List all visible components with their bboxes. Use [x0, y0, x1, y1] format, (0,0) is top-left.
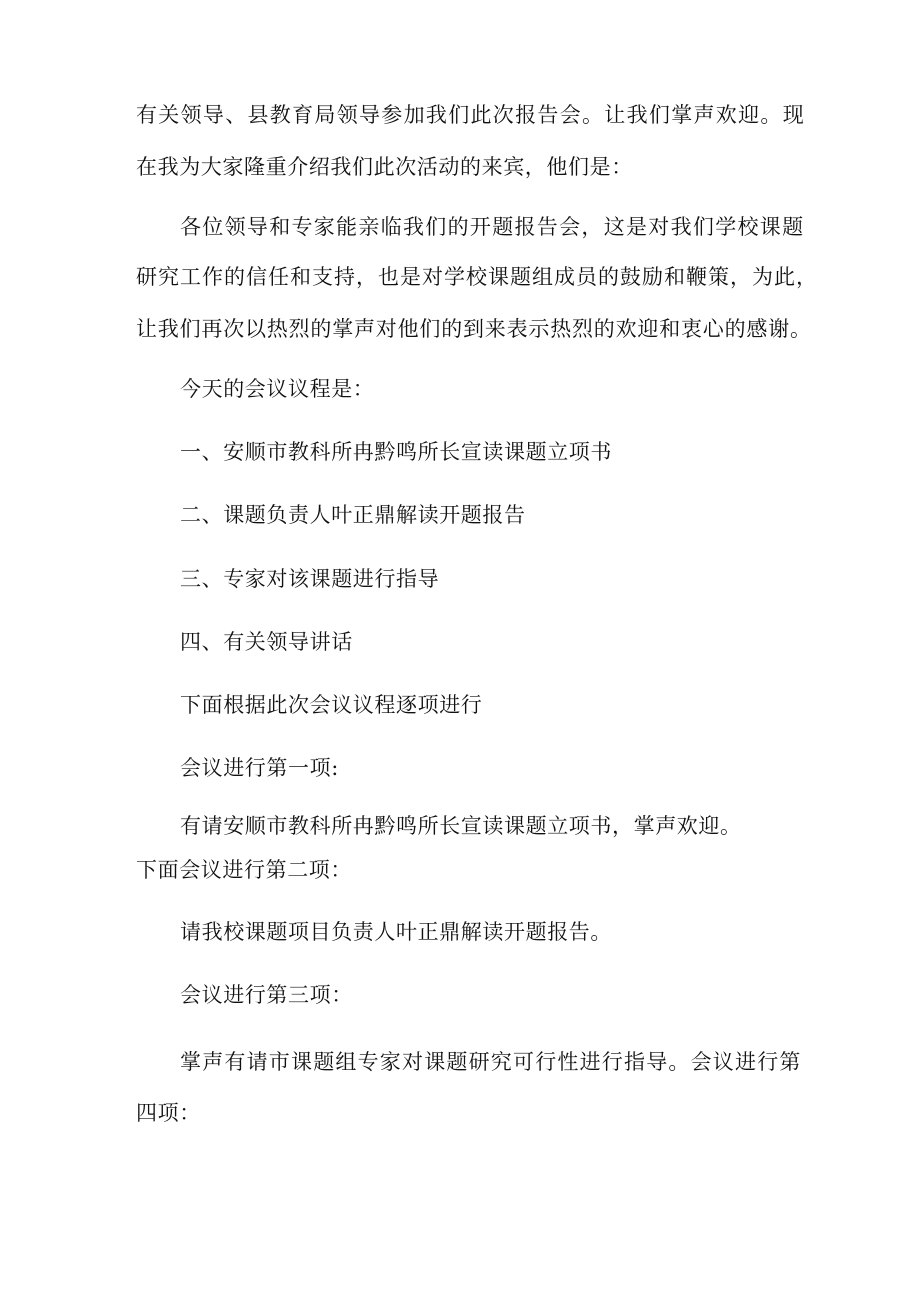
text-line: 有关领导、县教育局领导参加我们此次报告会。让我们掌声欢迎。现 — [136, 103, 805, 127]
agenda-item: 一、安顺市教科所冉黔鸣所长宣读课题立项书 — [180, 440, 612, 464]
text-line: 各位领导和专家能亲临我们的开题报告会，这是对我们学校课题 — [180, 215, 805, 239]
section-heading: 下面会议进行第二项： — [136, 858, 352, 882]
text-line: 有请安顺市教科所冉黔鸣所长宣读课题立项书，掌声欢迎。 — [180, 814, 742, 838]
agenda-item: 二、课题负责人叶正鼎解读开题报告 — [180, 503, 526, 527]
agenda-item: 三、专家对该课题进行指导 — [180, 567, 440, 591]
text-line: 四项： — [136, 1101, 201, 1125]
agenda-heading: 今天的会议议程是： — [180, 377, 375, 401]
text-line: 请我校课题项目负责人叶正鼎解读开题报告。 — [180, 920, 612, 944]
text-line: 在我为大家隆重介绍我们此次活动的来宾，他们是： — [136, 155, 633, 179]
section-heading: 会议进行第三项： — [180, 983, 353, 1007]
text-line: 研究工作的信任和支持，也是对学校课题组成员的鼓励和鞭策，为此， — [136, 265, 818, 289]
text-line: 让我们再次以热烈的掌声对他们的到来表示热烈的欢迎和衷心的感谢。 — [136, 317, 812, 341]
text-line: 掌声有请市课题组专家对课题研究可行性进行指导。会议进行第 — [180, 1050, 802, 1074]
text-line: 下面根据此次会议议程逐项进行 — [180, 693, 483, 717]
agenda-item: 四、有关领导讲话 — [180, 630, 353, 654]
section-heading: 会议进行第一项: — [180, 756, 339, 780]
